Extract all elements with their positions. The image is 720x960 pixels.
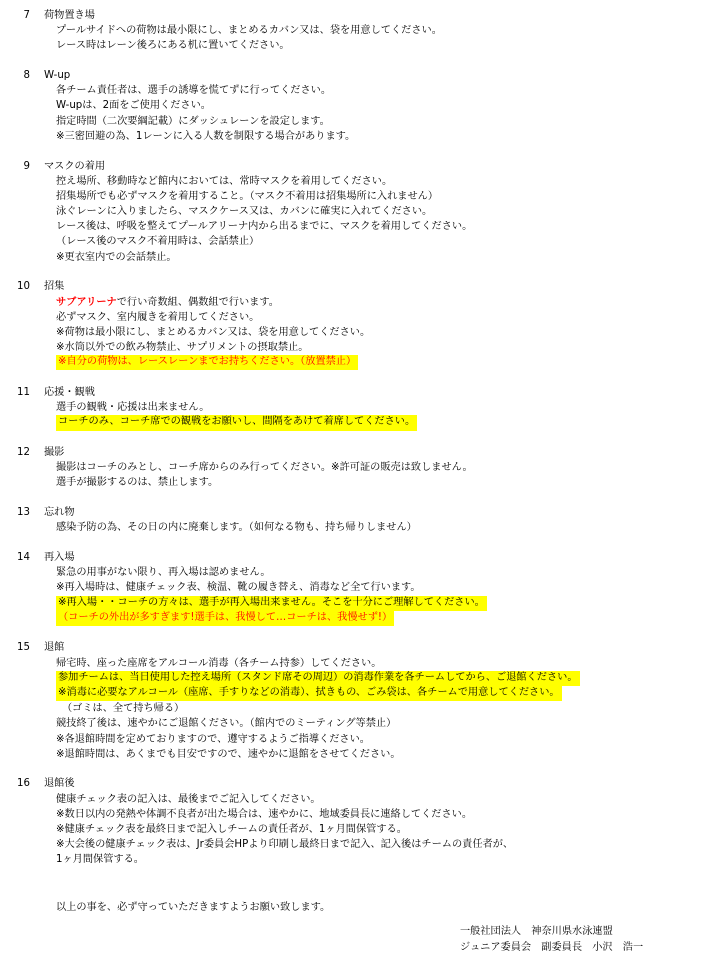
section-11 <box>0 385 720 431</box>
section-line <box>0 189 720 204</box>
section-line <box>0 656 720 671</box>
highlighted-notice <box>56 415 417 430</box>
line-text-wrap <box>56 234 259 249</box>
section-title: 荷物置き場 <box>44 10 95 21</box>
line-text: 泳ぐレーンに入りましたら、マスクケース又は、カバンに確実に入れてください。 <box>56 206 433 218</box>
section-line <box>0 686 720 701</box>
highlighted-notice <box>56 686 562 701</box>
section-line <box>0 83 720 98</box>
line-text-wrap <box>56 83 331 98</box>
section-line <box>0 310 720 325</box>
line-text: W-upは、2面をご使用ください。 <box>56 100 211 112</box>
line-text: 1ヶ月間保管する。 <box>56 854 144 866</box>
section-line <box>0 355 720 370</box>
section-line <box>0 129 720 144</box>
line-text-wrap <box>56 250 177 265</box>
line-text-wrap <box>56 325 370 340</box>
section-number: 14 <box>17 551 30 563</box>
section-line <box>0 400 720 415</box>
highlighted-notice <box>56 671 580 686</box>
section-title: 退館後 <box>44 778 75 790</box>
section-number: 8 <box>23 70 30 82</box>
line-text: レース時はレーン後ろにある机に置いてください。 <box>56 40 290 52</box>
section-line <box>0 747 720 762</box>
section-line <box>0 460 720 475</box>
line-text-wrap <box>56 400 209 415</box>
line-text: 控え場所、移動時など館内においては、常時マスクを着用してください。 <box>56 175 393 187</box>
section-heading <box>0 640 720 655</box>
section-number: 16 <box>17 778 30 790</box>
section-number: 13 <box>17 507 30 519</box>
section-line <box>0 716 720 731</box>
section-title: マスクの着用 <box>44 160 106 172</box>
section-line <box>0 114 720 129</box>
line-text-wrap <box>56 189 438 204</box>
line-text-wrap <box>56 822 407 837</box>
line-text-wrap <box>56 852 144 867</box>
signature-organization: 一般社団法人 神奈川県水泳連盟 <box>460 926 613 937</box>
section-12 <box>0 445 720 491</box>
section-line <box>0 837 720 852</box>
line-text: 感染予防の為、その日の内に廃棄します。（如何なる物も、持ち帰りしません） <box>56 522 417 534</box>
line-text: 招集場所でも必ずマスクを着用すること。（マスク不着用は招集場所に入れません） <box>56 190 439 202</box>
line-text: 各チーム責任者は、選手の誘導を慌てずに行ってください。 <box>56 85 332 97</box>
line-text-wrap <box>62 701 184 716</box>
section-title: 退館 <box>44 642 65 654</box>
line-text: 撮影はコーチのみとし、コーチ席からのみ行ってください。※許可証の販売は致しません。 <box>56 462 473 474</box>
line-text: プールサイドへの荷物は最小限にし、まとめるカバン又は、袋を用意してください。 <box>56 25 442 37</box>
line-text-wrap <box>56 114 330 129</box>
line-text-wrap <box>56 219 472 234</box>
line-text: ※再入場時は、健康チェック表、検温、靴の履き替え、消毒など全て行います。 <box>56 582 421 594</box>
line-text: コーチのみ、コーチ席での観戦をお願いし、間隔をあけて着席してください。 <box>58 416 416 428</box>
line-text-wrap <box>56 792 321 807</box>
line-text: ※退館時間は、あくまでも目安ですので、速やかに退館をさせてください。 <box>56 748 401 760</box>
line-text: ※自分の荷物は、レースレーンまでお持ちください。（放置禁止） <box>58 356 357 368</box>
section-14 <box>0 550 720 626</box>
section-line <box>0 701 720 716</box>
line-text-wrap <box>56 340 308 355</box>
section-line <box>0 611 720 626</box>
section-number: 7 <box>23 10 30 21</box>
section-heading <box>0 776 720 791</box>
signature-block <box>460 924 690 956</box>
line-text: 競技終了後は、速やかにご退館ください。（館内でのミーティング等禁止） <box>56 718 397 730</box>
section-8 <box>0 68 720 144</box>
line-text: （コーチの外出が多すぎます!選手は、我慢して…コーチは、我慢せず!） <box>58 611 393 623</box>
section-line <box>0 219 720 234</box>
section-heading <box>0 68 720 83</box>
section-heading <box>0 159 720 174</box>
line-text: 健康チェック表の記入は、最後までご記入してください。 <box>56 793 321 805</box>
section-13 <box>0 505 720 535</box>
section-heading <box>0 279 720 294</box>
section-line <box>0 520 720 535</box>
section-number: 9 <box>23 160 30 172</box>
line-text-wrap <box>56 98 211 113</box>
line-text-wrap <box>56 716 396 731</box>
line-text-wrap <box>56 520 417 535</box>
line-text: 緊急の用事がない限り、再入場は認めません。 <box>56 567 271 579</box>
line-text: 参加チームは、当日使用した控え場所（スタンド席その周辺）の消毒作業を各チームしてから、ご退館ください。 <box>58 671 578 683</box>
section-number: 10 <box>17 281 30 293</box>
line-text-wrap <box>56 129 355 144</box>
line-text-wrap <box>56 23 442 38</box>
line-text: ※消毒に必要なアルコール（座席、手すりなどの消毒）、拭きもの、ごみ袋は、各チームで用意してください。 <box>58 686 560 698</box>
section-heading <box>0 445 720 460</box>
section-title: 忘れ物 <box>44 507 75 519</box>
section-line <box>0 295 720 310</box>
highlighted-notice <box>56 611 394 626</box>
section-heading <box>0 385 720 400</box>
emphasis-location: サブアリーナ <box>56 296 117 308</box>
highlighted-notice <box>56 355 358 370</box>
section-line <box>0 852 720 867</box>
section-line <box>0 234 720 249</box>
section-line <box>0 174 720 189</box>
section-heading <box>0 505 720 520</box>
line-text: 必ずマスク、室内履きを着用してください。 <box>56 311 260 323</box>
line-text: ※再入場・・コーチの方々は、選手が再入場出来ません。そこを十分にご理解してください。 <box>58 596 485 608</box>
section-line <box>0 580 720 595</box>
section-line <box>0 250 720 265</box>
line-text-wrap <box>56 475 218 490</box>
section-line <box>0 596 720 611</box>
line-text: 選手の観戦・応援は出来ません。 <box>56 402 210 414</box>
section-line <box>0 822 720 837</box>
section-16 <box>0 776 720 867</box>
line-text: ※大会後の健康チェック表は、Jr委員会HPより印刷し最終日まで記入、記入後はチームの責任者が、 <box>56 839 514 851</box>
line-text-wrap <box>56 204 432 219</box>
section-line <box>0 38 720 53</box>
line-text-wrap <box>56 565 271 580</box>
section-line <box>0 340 720 355</box>
line-text: ※健康チェック表を最終日まで記入しチームの責任者が、1ヶ月間保管する。 <box>56 823 407 835</box>
rules-document <box>0 8 720 882</box>
section-line <box>0 732 720 747</box>
line-text-wrap <box>56 460 473 475</box>
section-7 <box>0 8 720 54</box>
section-line <box>0 415 720 430</box>
line-text: 選手が撮影するのは、禁止します。 <box>56 477 219 489</box>
line-text-wrap <box>56 174 392 189</box>
line-text: ※荷物は最小限にし、まとめるカバン又は、袋を用意してください。 <box>56 326 371 338</box>
highlighted-notice <box>56 596 487 611</box>
line-text: （ゴミは、全て持ち帰る） <box>62 703 185 715</box>
section-line <box>0 204 720 219</box>
section-heading <box>0 8 720 23</box>
section-heading <box>0 550 720 565</box>
section-10 <box>0 279 720 370</box>
section-title: W-up <box>44 70 71 82</box>
line-text: ※水筒以外での飲み物禁止、サプリメントの摂取禁止。 <box>56 342 309 354</box>
section-number: 15 <box>17 642 30 654</box>
line-text-wrap <box>56 837 513 852</box>
signature-person: ジュニア委員会 副委員長 小沢 浩一 <box>460 942 644 953</box>
line-text-wrap <box>56 38 290 53</box>
section-line <box>0 807 720 822</box>
line-text-wrap <box>56 310 259 325</box>
line-text: で行い奇数組、偶数組で行います。 <box>116 296 279 308</box>
line-text: 指定時間（二次要綱記載）にダッシュレーンを設定します。 <box>56 115 330 127</box>
section-line <box>0 792 720 807</box>
line-text: ※各退館時間を定めておりますので、遵守するようご指導ください。 <box>56 733 370 745</box>
section-line <box>0 23 720 38</box>
line-text: （レース後のマスク不着用時は、会話禁止） <box>56 236 260 248</box>
section-line <box>0 475 720 490</box>
section-title: 再入場 <box>44 551 75 563</box>
line-text: ※三密回避の為、1レーンに入る人数を制限する場合があります。 <box>56 130 356 142</box>
section-line <box>0 565 720 580</box>
line-text-wrap <box>56 747 401 762</box>
section-title: 招集 <box>44 281 65 293</box>
line-text-wrap <box>56 807 472 822</box>
section-number: 12 <box>17 447 30 458</box>
section-line <box>0 98 720 113</box>
line-text-wrap <box>56 732 370 747</box>
line-text: ※更衣室内での会話禁止。 <box>56 251 177 263</box>
section-9 <box>0 159 720 265</box>
section-number: 11 <box>17 386 30 398</box>
section-title: 撮影 <box>44 447 65 458</box>
line-text-wrap <box>56 580 421 595</box>
section-title: 応援・観戦 <box>44 386 95 398</box>
line-text: 帰宅時、座った座席をアルコール消毒（各チーム持参）してください。 <box>56 657 382 669</box>
line-text: ※数日以内の発熱や体調不良者が出た場合は、速やかに、地域委員長に連絡してください。 <box>56 808 473 820</box>
section-line <box>0 671 720 686</box>
section-15 <box>0 640 720 762</box>
section-line <box>0 325 720 340</box>
line-text-wrap <box>56 295 279 310</box>
line-text-wrap <box>56 656 381 671</box>
closing-statement: 以上の事を、必ず守っていただきますようお願い致します。 <box>56 902 331 913</box>
line-text: レース後は、呼吸を整えてプールアリーナ内から出るまでに、マスクを着用してください。 <box>56 221 473 233</box>
